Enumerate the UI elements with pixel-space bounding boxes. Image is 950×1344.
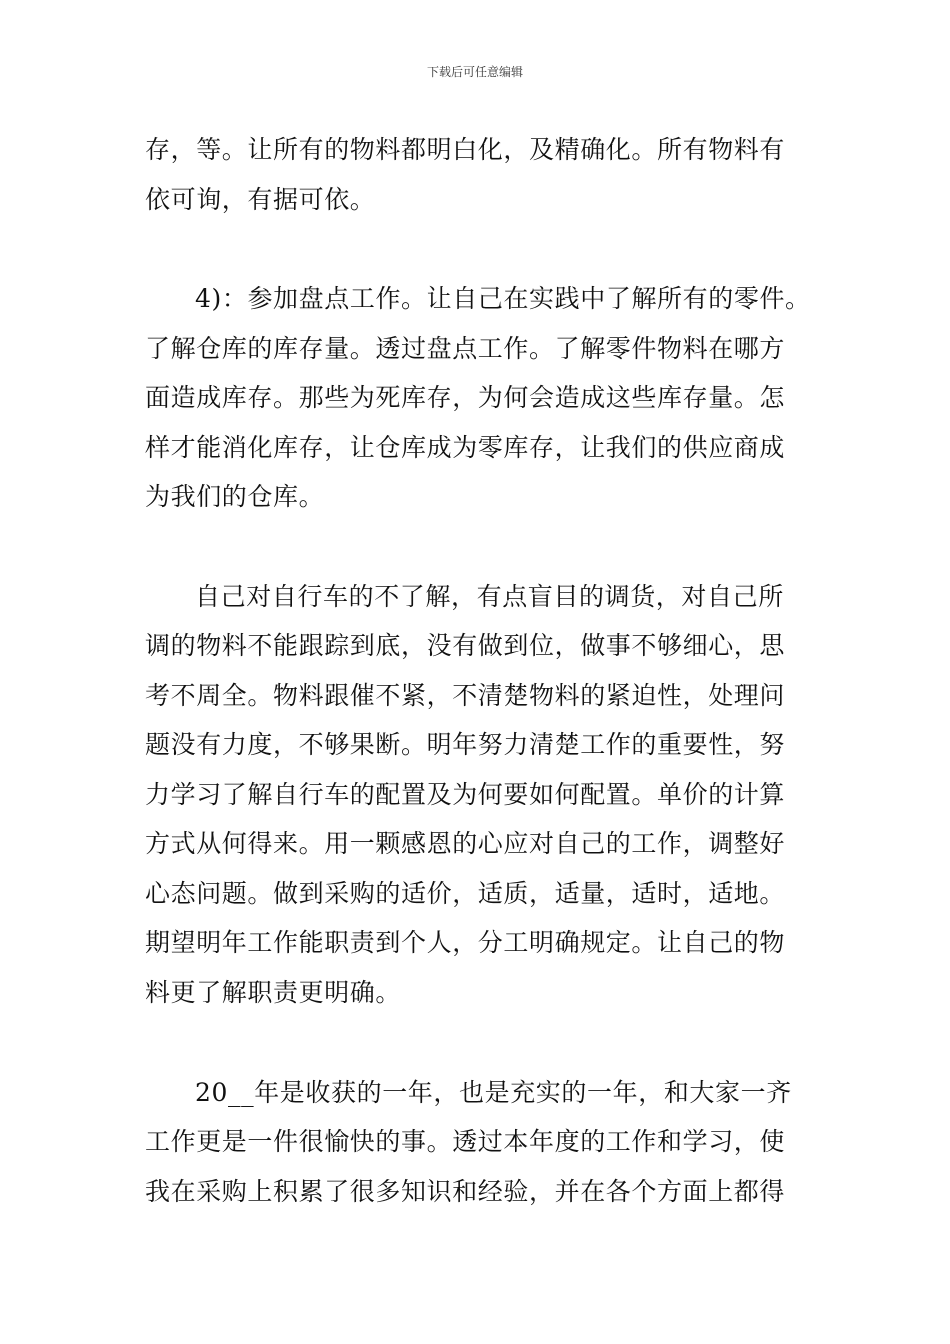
text-line: 调的物料不能跟踪到底，没有做到位，做事不够细心，思 — [145, 631, 786, 660]
text-line: 面造成库存。那些为死库存，为何会造成这些库存量。怎 — [145, 383, 786, 412]
text-line: 存，等。让所有的物料都明白化，及精确化。所有物料有 — [145, 135, 786, 164]
text-line: 4)：参加盘点工作。让自己在实践中了解所有的零件。 — [195, 284, 811, 313]
text-line: 考不周全。物料跟催不紧，不清楚物料的紧迫性，处理问 — [145, 681, 786, 710]
text-line: 心态问题。做到采购的适价，适质，适量，适时，适地。 — [145, 879, 786, 908]
text-line: 力学习了解自行车的配置及为何要如何配置。单价的计算 — [145, 780, 786, 809]
text-line: 依可询，有据可依。 — [145, 185, 376, 214]
text-line: 样才能消化库存，让仓库成为零库存，让我们的供应商成 — [145, 433, 786, 462]
text-line: 为我们的仓库。 — [145, 482, 325, 511]
page-header: 下载后可任意编辑 — [426, 65, 523, 79]
text-line: 期望明年工作能职责到个人，分工明确规定。让自己的物 — [145, 928, 786, 957]
text-line: 料更了解职责更明确。 — [145, 978, 402, 1007]
text-line: 题没有力度，不够果断。明年努力清楚工作的重要性，努 — [145, 730, 786, 759]
text-line: 了解仓库的库存量。透过盘点工作。了解零件物料在哪方 — [145, 334, 786, 363]
text-line: 自己对自行车的不了解，有点盲目的调货，对自己所 — [195, 582, 784, 611]
text-line: 20__年是收获的一年，也是充实的一年，和大家一齐 — [195, 1078, 792, 1107]
text-line: 我在采购上积累了很多知识和经验，并在各个方面上都得 — [145, 1177, 786, 1206]
text-line: 方式从何得来。用一颗感恩的心应对自己的工作，调整好 — [145, 829, 786, 858]
text-line: 工作更是一件很愉快的事。透过本年度的工作和学习，使 — [145, 1127, 786, 1156]
